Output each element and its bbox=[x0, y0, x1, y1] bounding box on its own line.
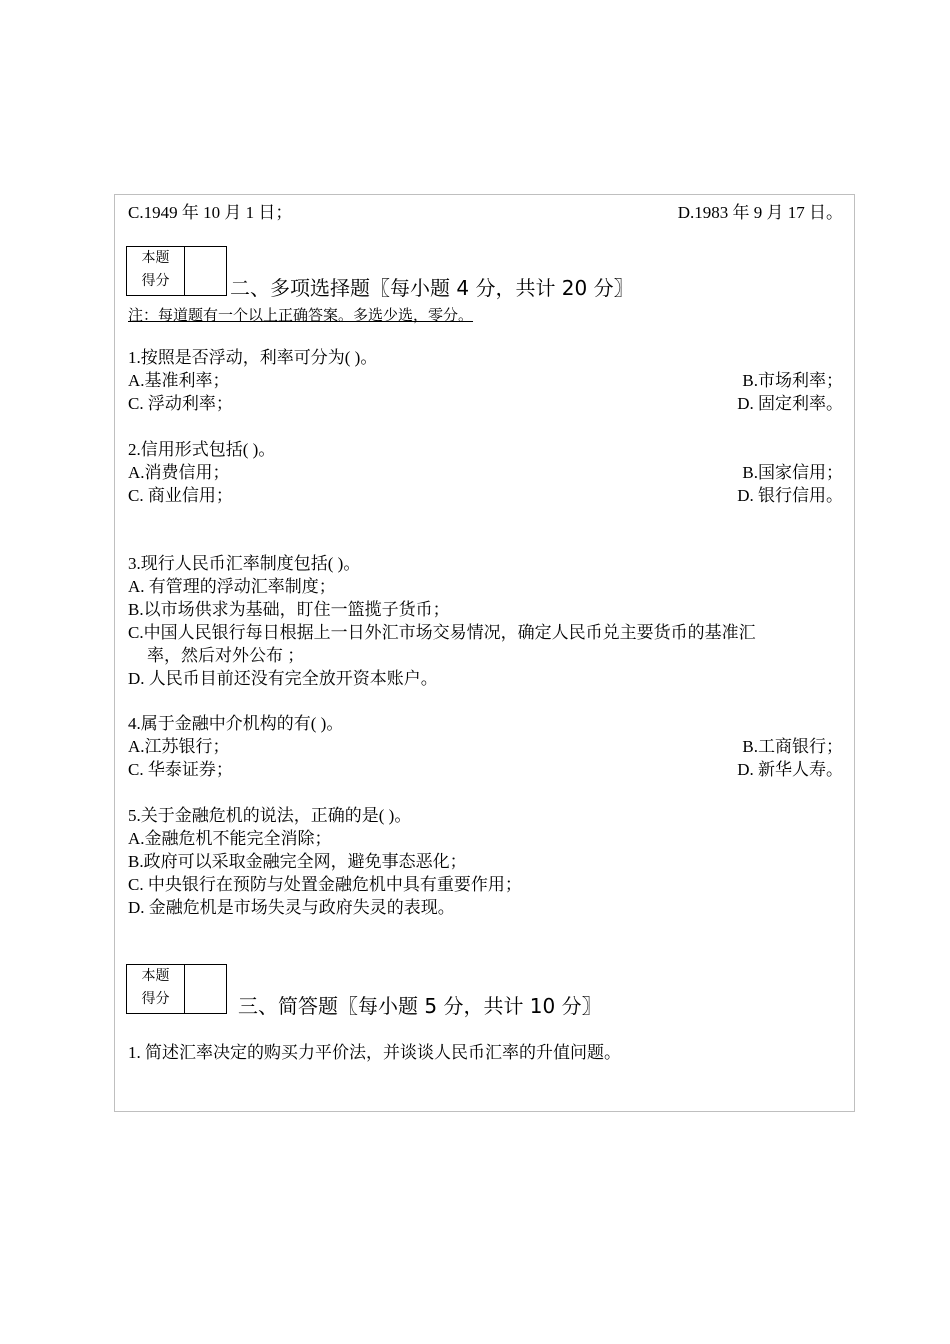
section3-q1: 1. 简述汇率决定的购买力平价法，并谈谈人民币汇率的升值问题。 bbox=[128, 1043, 621, 1062]
q1-option-d: D. 固定利率。 bbox=[737, 394, 843, 413]
q4-stem: 4.属于金融中介机构的有( )。 bbox=[128, 714, 344, 733]
q1-option-c: C. 浮动利率； bbox=[128, 394, 233, 413]
q1-option-b: B.市场利率； bbox=[742, 371, 843, 390]
q3-option-d: D. 人民币目前还没有完全放开资本账户。 bbox=[128, 669, 438, 688]
section3-title: 三、简答题〖每小题 5 分，共计 10 分〗 bbox=[238, 994, 602, 1018]
score-label-score: 得分 bbox=[141, 991, 170, 1007]
q4-option-a: A.江苏银行； bbox=[128, 737, 230, 756]
q4-option-c: C. 华泰证券； bbox=[128, 760, 233, 779]
section2-note: 注：每道题有一个以上正确答案。多选少选，零分。 bbox=[128, 306, 474, 324]
q5-option-a: A.金融危机不能完全消除； bbox=[128, 829, 332, 848]
score-box-section3 bbox=[126, 964, 227, 1014]
q5-option-c: C. 中央银行在预防与处置金融危机中具有重要作用； bbox=[128, 875, 522, 894]
score-label-score: 得分 bbox=[141, 273, 170, 289]
score-label-topic: 本题 bbox=[141, 968, 170, 984]
q1-stem: 1.按照是否浮动，利率可分为( )。 bbox=[128, 348, 378, 367]
q1-option-a: A.基准利率； bbox=[128, 371, 230, 390]
q2-stem: 2.信用形式包括( )。 bbox=[128, 440, 276, 459]
q3-option-b: B.以市场供求为基础，盯住一篮揽子货币； bbox=[128, 600, 450, 619]
q2-option-b: B.国家信用； bbox=[742, 463, 843, 482]
q5-option-b: B.政府可以采取金融完全网，避免事态恶化； bbox=[128, 852, 467, 871]
section2-title: 二、多项选择题〖每小题 4 分，共计 20 分〗 bbox=[230, 276, 634, 300]
score-box-labels bbox=[127, 965, 185, 1013]
q2-option-d: D. 银行信用。 bbox=[737, 486, 843, 505]
q3-option-c-line1: C.中国人民银行每日根据上一日外汇市场交易情况，确定人民币兑主要货币的基准汇 bbox=[128, 623, 756, 642]
q2-option-a: A.消费信用； bbox=[128, 463, 230, 482]
score-label-topic: 本题 bbox=[141, 250, 170, 266]
q3-option-c-line2: 率，然后对外公布 ； bbox=[147, 646, 305, 665]
q2-option-c: C. 商业信用； bbox=[128, 486, 233, 505]
score-box-labels bbox=[127, 247, 185, 295]
prev-option-d: D.1983 年 9 月 17 日。 bbox=[677, 203, 843, 222]
q4-option-d: D. 新华人寿。 bbox=[737, 760, 843, 779]
score-box-section2 bbox=[126, 246, 227, 296]
q4-option-b: B.工商银行； bbox=[742, 737, 843, 756]
q3-stem: 3.现行人民币汇率制度包括( )。 bbox=[128, 554, 361, 573]
q3-option-a: A. 有管理的浮动汇率制度； bbox=[128, 577, 336, 596]
q5-stem: 5.关于金融危机的说法，正确的是( )。 bbox=[128, 806, 412, 825]
prev-option-c: C.1949 年 10 月 1 日； bbox=[128, 203, 293, 222]
q5-option-d: D. 金融危机是市场失灵与政府失灵的表现。 bbox=[128, 898, 455, 917]
